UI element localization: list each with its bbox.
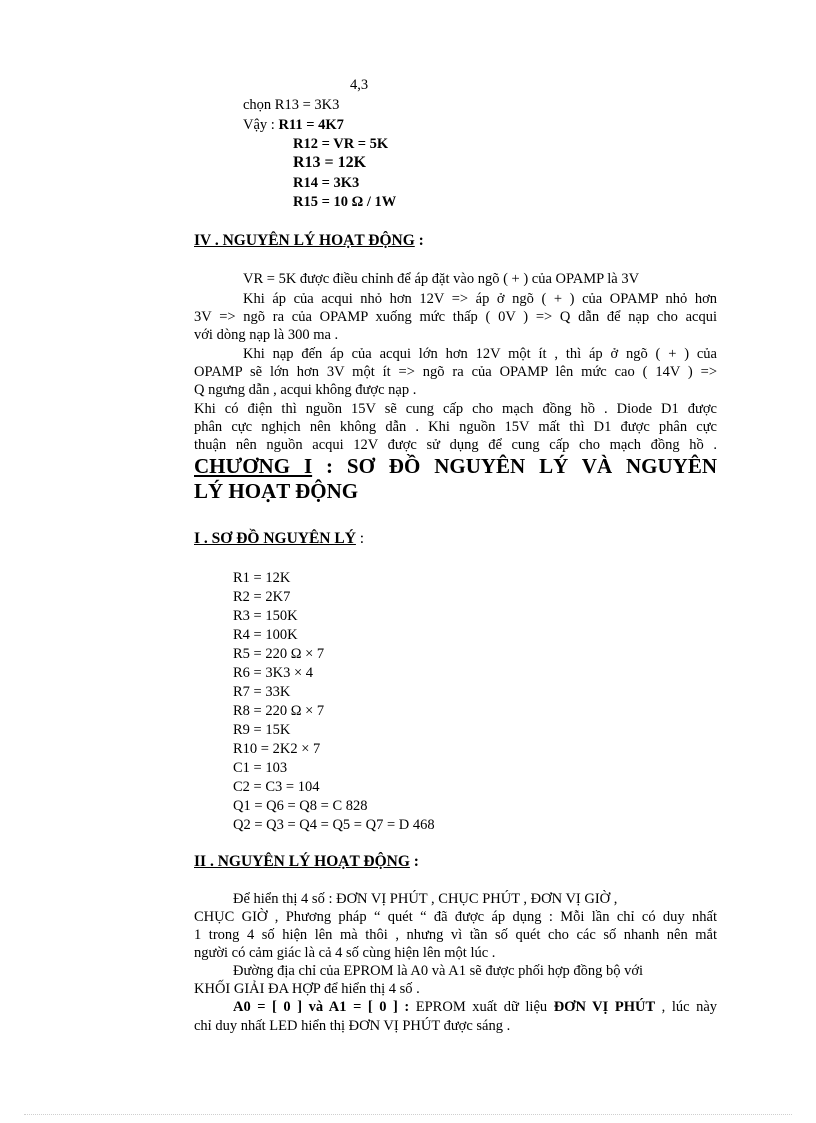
section-iv-heading-text: IV . NGUYÊN LÝ HOẠT ĐỘNG [194, 232, 415, 249]
r12-value: R12 = VR = 5K [293, 136, 389, 152]
section-ii-line-1: Để hiển thị 4 số : ĐƠN VỊ PHÚT , CHỤC PHÚT , ĐƠN VỊ GIỜ , [233, 891, 618, 907]
r11-value: R11 = 4K7 [278, 117, 344, 133]
a0-text-1: EPROM xuất dữ liệu [409, 999, 554, 1015]
r13-value: R13 = 12K [293, 154, 367, 171]
section-iv-line-9: phân cực nghịch nên không dẫn . Khi nguồn 15V mất thì D1 được phân cực [194, 419, 717, 435]
section-ii-colon: : [409, 853, 419, 870]
section-ii-line-3: 1 trong 4 số hiện lên mà thôi , nhưng vì tần số quét cho các số nhanh nên mắt [194, 927, 717, 943]
section-ii-last-line: chỉ duy nhất LED hiển thị ĐƠN VỊ PHÚT được sáng . [194, 1018, 511, 1034]
section-i-heading-text: I . SƠ ĐỒ NGUYÊN LÝ [194, 530, 356, 547]
section-iv-heading [194, 232, 424, 250]
section-iv-line-2: Khi áp của acqui nhỏ hơn 12V => áp ở ngõ ( + ) của OPAMP nhỏ hơn [243, 291, 717, 307]
a0-emphasis: ĐƠN VỊ PHÚT [553, 999, 656, 1015]
component-item: R6 = 3K3 × 4 [233, 665, 313, 681]
component-item: C2 = C3 = 104 [233, 779, 320, 795]
component-item: R8 = 220 Ω × 7 [233, 703, 325, 719]
choose-r13-line: chọn R13 = 3K3 [243, 97, 340, 113]
component-item: R10 = 2K2 × 7 [233, 741, 321, 757]
a0-text-2: , lúc này [655, 999, 717, 1015]
fraction-denominator: 4,3 [350, 77, 369, 93]
section-iv-line-5: Khi nạp đến áp của acqui lớn hơn 12V một ít , thì áp ở ngõ ( + ) của [243, 346, 717, 362]
component-item: R2 = 2K7 [233, 589, 291, 605]
component-item: R1 = 12K [233, 570, 291, 586]
chapter-title-line-1 [194, 454, 717, 478]
component-item: R4 = 100K [233, 627, 298, 643]
component-item: R7 = 33K [233, 684, 291, 700]
section-iv-line-1: VR = 5K được điều chỉnh để áp đặt vào ngõ ( + ) của OPAMP là 3V [243, 271, 640, 287]
component-item: R5 = 220 Ω × 7 [233, 646, 325, 662]
result-line-r11 [243, 116, 344, 134]
section-iv-line-10: thuận nên nguồn acqui 12V được sử dụng để cung cấp cho mạch đồng hồ . [194, 437, 717, 453]
page-bottom-dotted-border [24, 1114, 792, 1115]
component-item: R9 = 15K [233, 722, 291, 738]
section-iv-colon: : [414, 232, 424, 249]
section-ii-heading-text: II . NGUYÊN LÝ HOẠT ĐỘNG [194, 853, 410, 870]
r14-value: R14 = 3K3 [293, 175, 360, 191]
component-item: Q1 = Q6 = Q8 = C 828 [233, 798, 368, 814]
component-item: C1 = 103 [233, 760, 288, 776]
section-iv-line-7: Q ngưng dẫn , acqui không được nạp . [194, 382, 417, 398]
section-ii-line-4: người có cảm giác là cả 4 số cùng hiện lên một lúc . [194, 945, 496, 961]
a0-a1-condition: A0 = [ 0 ] và A1 = [ 0 ] : [233, 999, 410, 1015]
chapter-title-rest: : SƠ ĐỒ NGUYÊN LÝ VÀ NGUYÊN [312, 454, 717, 478]
section-ii-heading [194, 853, 419, 871]
section-ii-line-6: KHỐI GIẢI ĐA HỢP để hiển thị 4 số . [194, 981, 420, 997]
r15-value: R15 = 10 Ω / 1W [293, 194, 397, 210]
result-prefix: Vậy : [243, 117, 279, 133]
section-ii-line-2: CHỤC GIỜ , Phương pháp “ quét “ đã được áp dụng : Mỗi lần chỉ có duy nhất [194, 909, 717, 925]
section-ii-a0-line [194, 998, 717, 1016]
chapter-label: CHƯƠNG I [194, 454, 313, 478]
section-iv-line-8: Khi có điện thì nguồn 15V sẽ cung cấp cho mạch đồng hồ . Diode D1 được [194, 401, 717, 417]
section-i-heading [194, 530, 364, 548]
section-ii-line-5: Đường địa chỉ của EPROM là A0 và A1 sẽ được phối hợp đồng bộ với [233, 963, 644, 979]
chapter-title-line-2: LÝ HOẠT ĐỘNG [194, 479, 359, 503]
section-iv-line-6: OPAMP sẽ lớn hơn 3V một ít => ngõ ra của OPAMP lên mức cao ( 14V ) => [194, 364, 717, 380]
component-item: Q2 = Q3 = Q4 = Q5 = Q7 = D 468 [233, 817, 435, 833]
section-i-colon: : [355, 530, 365, 547]
section-iv-line-4: với dòng nạp là 300 ma . [194, 327, 339, 343]
section-iv-line-3: 3V => ngõ ra của OPAMP xuống mức thấp ( 0V ) => Q dẫn để nạp cho acqui [194, 309, 717, 325]
component-item: R3 = 150K [233, 608, 298, 624]
